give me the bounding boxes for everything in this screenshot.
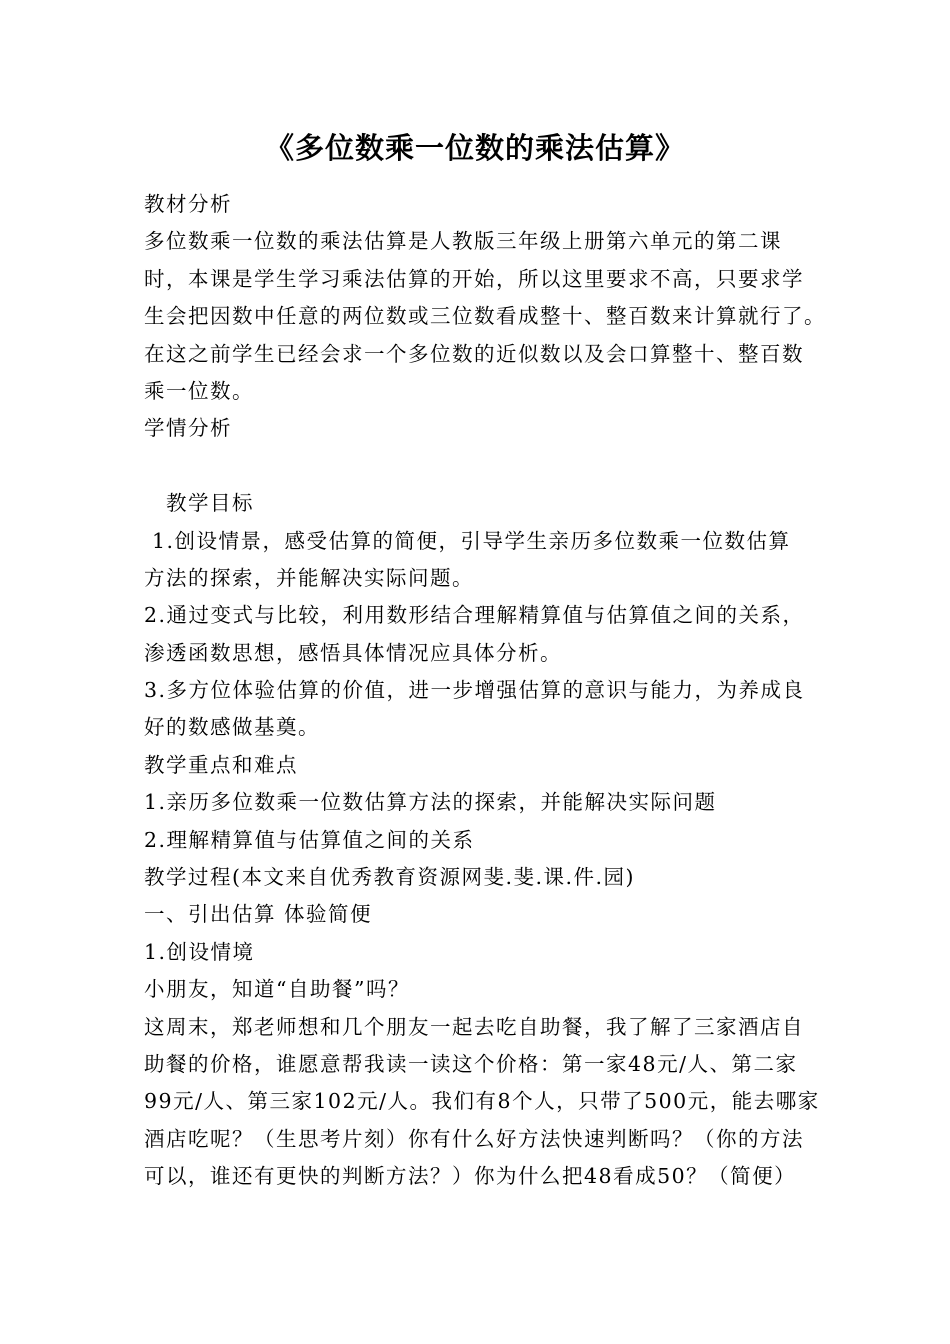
goal-item: 2.通过变式与比较，利用数形结合理解精算值与估算值之间的关系， (144, 603, 805, 628)
paragraph-line: 时，本课是学生学习乘法估算的开始，所以这里要求不高，只要求学 (144, 266, 804, 291)
heading-teaching-goals: 教学目标 (166, 491, 254, 516)
goal-item: 1.创设情景，感受估算的简便，引导学生亲历多位数乘一位数估算 (152, 528, 791, 553)
paragraph-line: 99元/人、第三家102元/人。我们有8个人，只带了500元，能去哪家 (144, 1089, 820, 1114)
goal-item-continued: 渗透函数思想，感悟具体情况应具体分析。 (144, 640, 562, 665)
key-point-item: 2.理解精算值与估算值之间的关系 (144, 827, 475, 852)
goal-item: 3.多方位体验估算的价值，进一步增强估算的意识与能力，为养成良 (144, 678, 805, 703)
heading-key-points: 教学重点和难点 (144, 752, 298, 777)
paragraph-line: 可以，谁还有更快的判断方法？）你为什么把48看成50？（简便） (144, 1164, 797, 1189)
paragraph-line: 助餐的价格，谁愿意帮我读一读这个价格：第一家48元/人、第二家 (144, 1051, 798, 1076)
heading-textbook-analysis: 教材分析 (144, 192, 232, 216)
key-point-item: 1.亲历多位数乘一位数估算方法的探索，并能解决实际问题 (144, 790, 717, 815)
document-title: 《多位数乘一位数的乘法估算》 (264, 131, 685, 165)
paragraph-line: 乘一位数。 (144, 378, 254, 403)
goal-item-continued: 方法的探索，并能解决实际问题。 (144, 565, 474, 590)
paragraph-line: 生会把因数中任意的两位数或三位数看成整十、整百数来计算就行了。 (144, 304, 826, 329)
heading-student-analysis: 学情分析 (144, 416, 232, 441)
document-body (144, 186, 824, 1196)
heading-teaching-process: 教学过程(本文来自优秀教育资源网斐.斐.课.件.园) (144, 865, 636, 890)
paragraph-line: 酒店吃呢？（生思考片刻）你有什么好方法快速判断吗？（你的方法 (144, 1126, 804, 1151)
subsection-heading: 1.创设情境 (144, 939, 255, 964)
section-heading: 一、引出估算 体验简便 (144, 902, 373, 927)
paragraph-line: 这周末，郑老师想和几个朋友一起去吃自助餐，我了解了三家酒店自 (144, 1014, 804, 1039)
blank-line (144, 448, 824, 485)
paragraph-line: 多位数乘一位数的乘法估算是人教版三年级上册第六单元的第二课 (144, 229, 782, 254)
goal-item-continued: 好的数感做基奠。 (144, 715, 320, 740)
paragraph-line: 在这之前学生已经会求一个多位数的近似数以及会口算整十、整百数 (144, 341, 804, 366)
paragraph-line: 小朋友，知道“自助餐”吗？ (144, 977, 410, 1002)
